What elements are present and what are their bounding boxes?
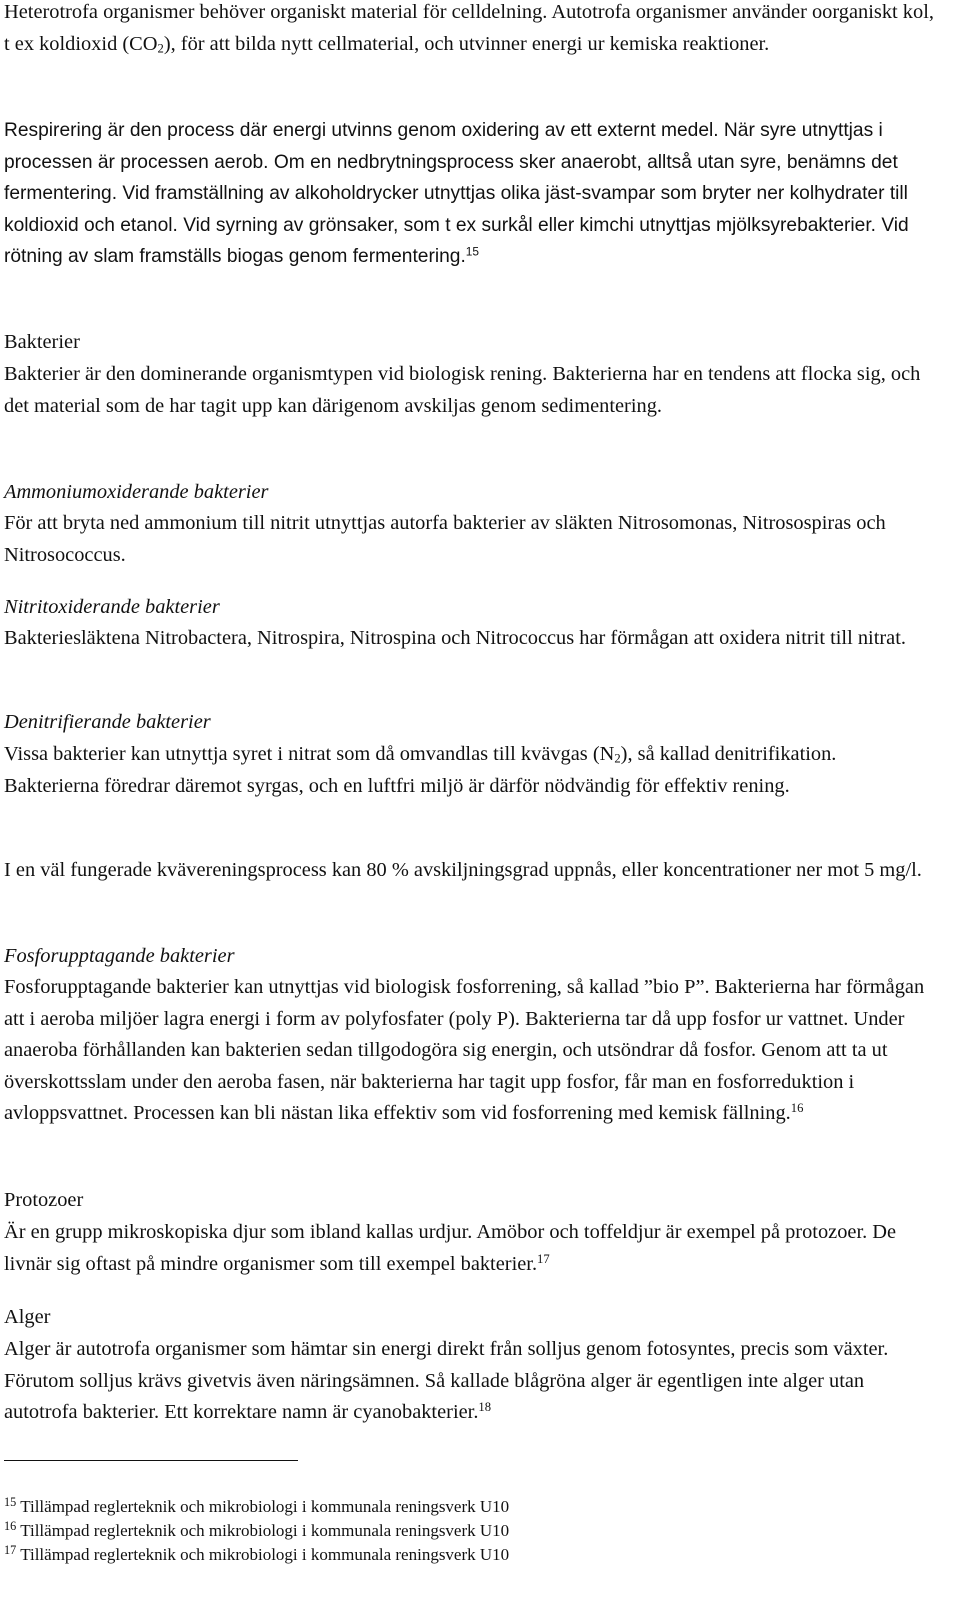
heading-fosfor: Fosforupptagande bakterier xyxy=(4,945,235,967)
co2-subscript: 2 xyxy=(157,40,164,55)
para1-text-a: Heterotrofa organismer behöver organiskt material för celldelning. Autotrofa organismer använder oorganiskt kol, t ex koldioxid (CO xyxy=(4,1,934,55)
heading-bakterier: Bakterier xyxy=(4,331,80,353)
footnote-ref-15: 15 xyxy=(465,244,480,259)
footnote-number: 17 xyxy=(4,1542,17,1557)
footnote-number: 15 xyxy=(4,1494,17,1509)
footnote-number: 16 xyxy=(4,1518,17,1533)
footnote-text: Tillämpad reglerteknik och mikrobiologi i kommunala reningsverk U10 xyxy=(20,1497,510,1516)
paragraph-fosfor xyxy=(4,972,934,1130)
paragraph-bakterier: Bakterier är den dominerande organismtypen vid biologisk rening. Bakterierna har en tendens att flocka sig, och det material som de har tagit upp kan därigenom avskiljas genom sedimentering. xyxy=(4,363,921,417)
footnote-text: Tillämpad reglerteknik och mikrobiologi i kommunala reningsverk U10 xyxy=(20,1545,510,1564)
paragraph-nitrit: Bakteriesläktena Nitrobactera, Nitrospira, Nitrospina och Nitrococcus har förmågan att oxidera nitrit till nitrat. xyxy=(4,627,906,649)
n2-subscript: 2 xyxy=(614,751,621,766)
footnote-text: Tillämpad reglerteknik och mikrobiologi i kommunala reningsverk U10 xyxy=(20,1521,510,1540)
footnote-16 xyxy=(4,1519,934,1543)
footnotes xyxy=(4,1495,934,1567)
fosfor-text: Fosforupptagande bakterier kan utnyttjas vid biologisk fosforrening, så kallad ”bio P”. Bakterierna har förmågan att i aeroba miljöer lagra energi i form av polyfosfater (poly P). Bakterierna tar då upp fosfor ur vattnet. Under anaeroba förhållanden kan bakterien sedan tillgodogöra sig energin, och utsöndrar då fosfor. Genom att ta ut överskottsslam under den aeroba fasen, när bakterierna har tagit upp fosfor, får man en fosforreduktion i avloppsvattnet. Processen kan bli nästan lika effektiv som vid fosforrening med kemisk fällning. xyxy=(4,976,925,1125)
heading-ammonium: Ammoniumoxiderande bakterier xyxy=(4,481,269,503)
footnote-ref-17: 17 xyxy=(537,1251,550,1266)
heading-denitri: Denitrifierande bakterier xyxy=(4,711,211,733)
paragraph-respirering xyxy=(4,115,934,273)
paragraph-alger xyxy=(4,1334,934,1429)
alger-text: Alger är autotrofa organismer som hämtar sin energi direkt från solljus genom fotosyntes, precis som växter. Förutom solljus krävs givetvis även näringsämnen. Så kallade blågröna alger är egentligen inte alger utan autotrofa bakterier. Ett korrektare namn är cyanobakterier. xyxy=(4,1338,889,1424)
heading-protozoer: Protozoer xyxy=(4,1189,84,1211)
footnote-15 xyxy=(4,1495,934,1519)
para1-text-b: ), för att bilda nytt cellmaterial, och utvinner energi ur kemiska reaktioner. xyxy=(163,32,770,55)
footnote-ref-18: 18 xyxy=(478,1400,492,1415)
footnote-ref-16: 16 xyxy=(790,1101,804,1116)
paragraph-protozoer xyxy=(4,1217,934,1280)
paragraph-denitri xyxy=(4,739,934,802)
respirering-text: Respirering är den process där energi utvinns genom oxidering av ett externt medel. När syre utnyttjas i processen är processen aerob. Om en nedbrytningsprocess sker anaerobt, alltså utan syre, benämns det fermentering. Vid framställning av alkoholdrycker utnyttjas olika jäst-svampar som bryter ner kolhydrater till koldioxid och etanol. Vid syrning av grönsaker, som t ex surkål eller kimchi utnyttjas mjölksyrebakterier. Vid rötning av slam framställs biogas genom fermentering. xyxy=(4,120,909,268)
protozoer-text: Är en grupp mikroskopiska djur som ibland kallas urdjur. Amöbor och toffeldjur är exempel på protozoer. De livnär sig oftast på mindre organismer som till exempel bakterier. xyxy=(4,1221,897,1275)
footnote-divider xyxy=(4,1460,298,1461)
paragraph-ammonium: För att bryta ned ammonium till nitrit utnyttjas autorfa bakterier av släkten Nitrosomonas, Nitrosospiras och Nitrosococcus. xyxy=(4,512,886,566)
paragraph-kvave: I en väl fungerade kvävereningsprocess kan 80 % avskiljningsgrad uppnås, eller koncentrationer ner mot 5 mg/l. xyxy=(4,859,922,881)
denitri-text-a: Vissa bakterier kan utnyttja syret i nitrat som då omvandlas till kvävgas (N xyxy=(4,743,615,765)
footnote-17 xyxy=(4,1543,934,1567)
denitri-text-b: ), så kallad denitrifikation. Bakterierna föredrar däremot syrgas, och en luftfri miljö är därför nödvändig för effektiv rening. xyxy=(4,743,837,797)
heading-alger: Alger xyxy=(4,1306,51,1328)
heading-nitrit: Nitritoxiderande bakterier xyxy=(4,596,220,618)
paragraph-heterotrofa xyxy=(4,0,934,60)
